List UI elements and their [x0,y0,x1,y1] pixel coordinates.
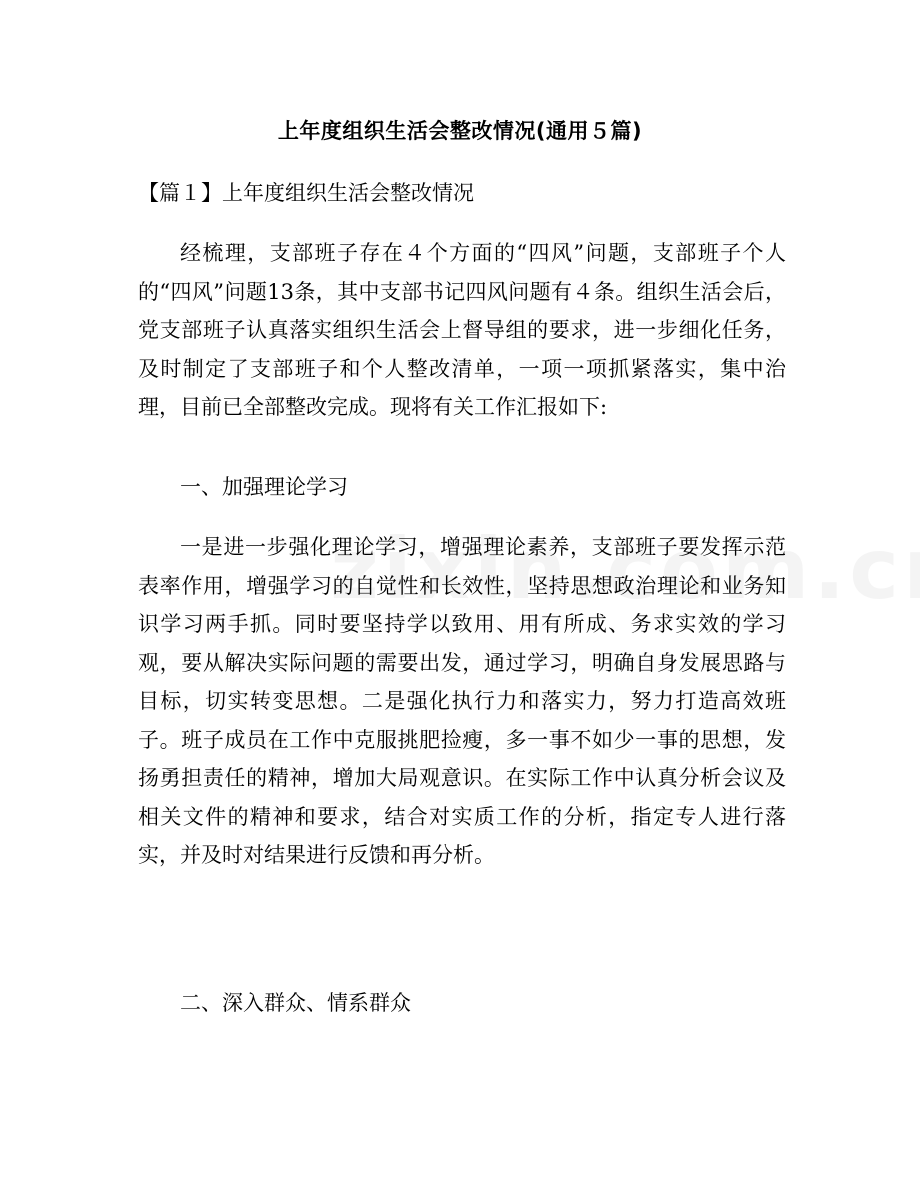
section-heading-part1: 【篇１】上年度组织生活会整改情况 [138,181,474,205]
theory-study-paragraph: 一是进一步强化理论学习，增强理论素养，支部班子要发挥示范表率作用，增强学习的自觉性和长效性，坚持思想政治理论和业务知识学习两手抓。同时要坚持学以致用、用有所成、务求实效的学习观，要从解决实际问题的需要出发，通过学习，明确自身发展思路与目标，切实转变思想。二是强化执行力和落实力，努力打造高效班子。班子成员在工作中克服挑肥捡瘦，多一事不如少一事的思想，发扬勇担责任的精神，增加大局观意识。在实际工作中认真分析会议及相关文件的精神和要求，结合对实质工作的分析，指定专人进行落实，并及时对结果进行反馈和再分析。 [138,535,786,867]
subheading-engage-masses: 二、深入群众、情系群众 [180,991,411,1015]
intro-paragraph: 经梳理，支部班子存在４个方面的“四风”问题，支部班子个人的“四风”问题13条，其中支部书记四风问题有４条。组织生活会后，党支部班子认真落实组织生活会上督导组的要求，进一步细化任务，及时制定了支部班子和个人整改清单，一项一项抓紧落实，集中治理，目前已全部整改完成。现将有关工作汇报如下: [138,241,786,419]
document-title: 上年度组织生活会整改情况(通用５篇) [277,119,643,143]
subheading-theory-study: 一、加强理论学习 [180,475,348,499]
